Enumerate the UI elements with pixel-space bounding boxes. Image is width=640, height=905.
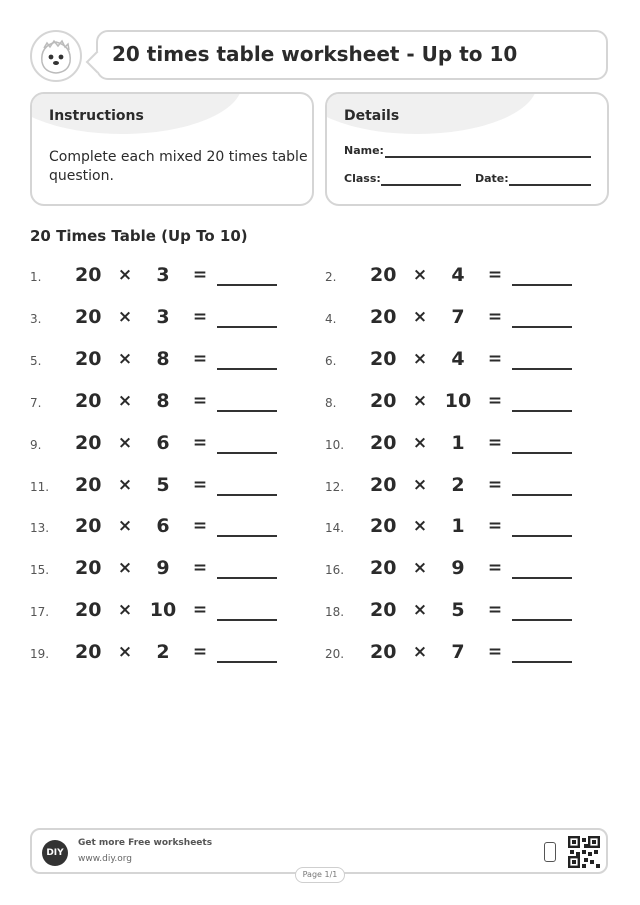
multiplicand: 20 xyxy=(75,305,102,328)
question-number: 11. xyxy=(30,479,50,494)
equals-sign: = xyxy=(192,516,208,537)
question-number: 4. xyxy=(325,311,337,326)
multiplicand: 20 xyxy=(75,264,102,286)
question-row xyxy=(30,597,290,627)
multiplicand: 20 xyxy=(370,641,397,664)
title-box xyxy=(96,30,608,80)
multiplier: 1 xyxy=(451,431,465,454)
section-title: 20 Times Table (Up To 10) xyxy=(30,227,248,245)
times-sign: × xyxy=(117,348,133,369)
equals-sign: = xyxy=(192,600,208,621)
multiplier: 10 xyxy=(149,599,177,622)
question-row xyxy=(30,430,290,460)
times-sign: × xyxy=(117,642,133,663)
question-row xyxy=(30,388,290,418)
details-panel xyxy=(325,92,609,206)
page-title: 20 times table worksheet - Up to 10 xyxy=(112,42,518,66)
question-number: 3. xyxy=(30,311,42,326)
equals-sign: = xyxy=(487,474,503,495)
footer-link[interactable]: www.diy.org xyxy=(78,854,132,864)
times-sign: × xyxy=(412,306,428,327)
answer-blank[interactable] xyxy=(512,661,572,663)
question-number: 13. xyxy=(30,521,50,536)
question-number: 1. xyxy=(30,270,42,284)
answer-blank[interactable] xyxy=(512,494,572,496)
equals-sign: = xyxy=(487,390,503,411)
equals-sign: = xyxy=(487,348,503,369)
multiplier: 5 xyxy=(156,473,170,496)
phone-icon xyxy=(544,842,556,862)
instructions-title: Instructions xyxy=(49,108,144,124)
multiplier: 7 xyxy=(451,305,465,328)
equals-sign: = xyxy=(487,558,503,579)
multiplier: 1 xyxy=(451,515,465,538)
answer-blank[interactable] xyxy=(512,452,572,454)
question-number: 2. xyxy=(325,270,337,284)
question-row xyxy=(325,513,585,543)
answer-blank[interactable] xyxy=(217,577,277,579)
question-row xyxy=(325,388,585,418)
question-number: 16. xyxy=(325,563,345,578)
times-sign: × xyxy=(412,390,428,411)
answer-blank[interactable] xyxy=(217,535,277,537)
multiplier: 5 xyxy=(451,599,465,622)
name-label: Name: xyxy=(344,144,384,157)
question-row xyxy=(30,513,290,543)
multiplicand: 20 xyxy=(370,305,397,328)
mascot-avatar xyxy=(30,30,82,82)
multiplier: 3 xyxy=(156,305,170,328)
question-number: 7. xyxy=(30,395,42,410)
equals-sign: = xyxy=(487,432,503,453)
answer-blank[interactable] xyxy=(217,494,277,496)
question-number: 10. xyxy=(325,437,345,452)
multiplicand: 20 xyxy=(370,599,397,622)
multiplicand: 20 xyxy=(75,431,102,454)
date-field[interactable] xyxy=(509,184,591,186)
question-number: 19. xyxy=(30,647,50,662)
answer-blank[interactable] xyxy=(217,368,277,370)
multiplier: 4 xyxy=(451,347,465,370)
equals-sign: = xyxy=(487,642,503,663)
equals-sign: = xyxy=(192,474,208,495)
question-number: 9. xyxy=(30,437,42,452)
question-row xyxy=(30,262,290,292)
equals-sign: = xyxy=(192,642,208,663)
question-row xyxy=(325,346,585,376)
question-row xyxy=(30,304,290,334)
date-label: Date: xyxy=(475,172,509,185)
equals-sign: = xyxy=(192,432,208,453)
equals-sign: = xyxy=(192,348,208,369)
times-sign: × xyxy=(117,516,133,537)
mascot-icon xyxy=(32,32,80,80)
answer-blank[interactable] xyxy=(512,368,572,370)
times-sign: × xyxy=(412,642,428,663)
times-sign: × xyxy=(412,474,428,495)
multiplicand: 20 xyxy=(370,347,397,370)
question-row xyxy=(30,555,290,585)
multiplicand: 20 xyxy=(75,473,102,496)
answer-blank[interactable] xyxy=(512,326,572,328)
multiplier: 8 xyxy=(156,347,170,370)
multiplicand: 20 xyxy=(370,473,397,496)
question-row xyxy=(325,304,585,334)
answer-blank[interactable] xyxy=(512,619,572,621)
answer-blank[interactable] xyxy=(512,535,572,537)
times-sign: × xyxy=(117,474,133,495)
multiplier: 2 xyxy=(451,473,465,496)
times-sign: × xyxy=(117,558,133,579)
answer-blank[interactable] xyxy=(217,284,277,286)
equals-sign: = xyxy=(487,516,503,537)
multiplicand: 20 xyxy=(75,389,102,412)
equals-sign: = xyxy=(192,265,208,285)
multiplier: 10 xyxy=(444,389,472,412)
question-row xyxy=(325,639,585,669)
times-sign: × xyxy=(412,600,428,621)
equals-sign: = xyxy=(192,558,208,579)
multiplicand: 20 xyxy=(75,599,102,622)
times-sign: × xyxy=(412,348,428,369)
multiplicand: 20 xyxy=(370,431,397,454)
multiplier: 3 xyxy=(156,264,170,286)
answer-blank[interactable] xyxy=(217,326,277,328)
equals-sign: = xyxy=(192,390,208,411)
times-sign: × xyxy=(117,390,133,411)
answer-blank[interactable] xyxy=(217,619,277,621)
question-number: 20. xyxy=(325,647,345,662)
question-row xyxy=(30,346,290,376)
question-number: 6. xyxy=(325,353,337,368)
qr-code-icon xyxy=(568,836,600,868)
answer-blank[interactable] xyxy=(512,284,572,286)
answer-blank[interactable] xyxy=(512,410,572,412)
equals-sign: = xyxy=(487,600,503,621)
question-number: 18. xyxy=(325,605,345,620)
multiplicand: 20 xyxy=(75,557,102,580)
multiplier: 2 xyxy=(156,641,170,664)
instructions-panel xyxy=(30,92,314,206)
class-label: Class: xyxy=(344,172,381,185)
equals-sign: = xyxy=(192,306,208,327)
question-number: 5. xyxy=(30,353,42,368)
answer-blank[interactable] xyxy=(217,661,277,663)
times-sign: × xyxy=(117,600,133,621)
class-field[interactable] xyxy=(381,184,461,186)
multiplier: 9 xyxy=(451,557,465,580)
multiplier: 8 xyxy=(156,389,170,412)
diy-logo: DIY xyxy=(42,840,68,866)
multiplicand: 20 xyxy=(75,347,102,370)
equals-sign: = xyxy=(487,306,503,327)
multiplier: 7 xyxy=(451,641,465,664)
multiplier: 4 xyxy=(451,264,465,286)
question-number: 15. xyxy=(30,563,50,578)
question-row xyxy=(325,262,585,292)
multiplier: 6 xyxy=(156,515,170,538)
times-sign: × xyxy=(117,432,133,453)
page-indicator: Page 1/1 xyxy=(295,867,345,883)
question-number: 14. xyxy=(325,521,345,536)
multiplicand: 20 xyxy=(75,641,102,664)
multiplier: 6 xyxy=(156,431,170,454)
times-sign: × xyxy=(412,516,428,537)
question-row xyxy=(325,472,585,502)
times-sign: × xyxy=(412,432,428,453)
details-title: Details xyxy=(344,108,400,124)
question-number: 8. xyxy=(325,395,337,410)
multiplicand: 20 xyxy=(75,515,102,538)
question-row xyxy=(325,555,585,585)
multiplicand: 20 xyxy=(370,557,397,580)
question-row xyxy=(325,430,585,460)
times-sign: × xyxy=(412,558,428,579)
multiplier: 9 xyxy=(156,557,170,580)
times-sign: × xyxy=(412,265,428,285)
footer-promo: Get more Free worksheets xyxy=(78,838,213,848)
question-row xyxy=(30,472,290,502)
multiplicand: 20 xyxy=(370,389,397,412)
question-row xyxy=(325,597,585,627)
times-sign: × xyxy=(117,265,133,285)
equals-sign: = xyxy=(487,265,503,285)
name-field[interactable] xyxy=(385,156,591,158)
multiplicand: 20 xyxy=(370,264,397,286)
question-number: 17. xyxy=(30,605,50,620)
times-sign: × xyxy=(117,306,133,327)
instructions-text: Complete each mixed 20 times table question. xyxy=(49,149,308,184)
question-row xyxy=(30,639,290,669)
answer-blank[interactable] xyxy=(512,577,572,579)
answer-blank[interactable] xyxy=(217,452,277,454)
question-number: 12. xyxy=(325,479,345,494)
answer-blank[interactable] xyxy=(217,410,277,412)
multiplicand: 20 xyxy=(370,515,397,538)
